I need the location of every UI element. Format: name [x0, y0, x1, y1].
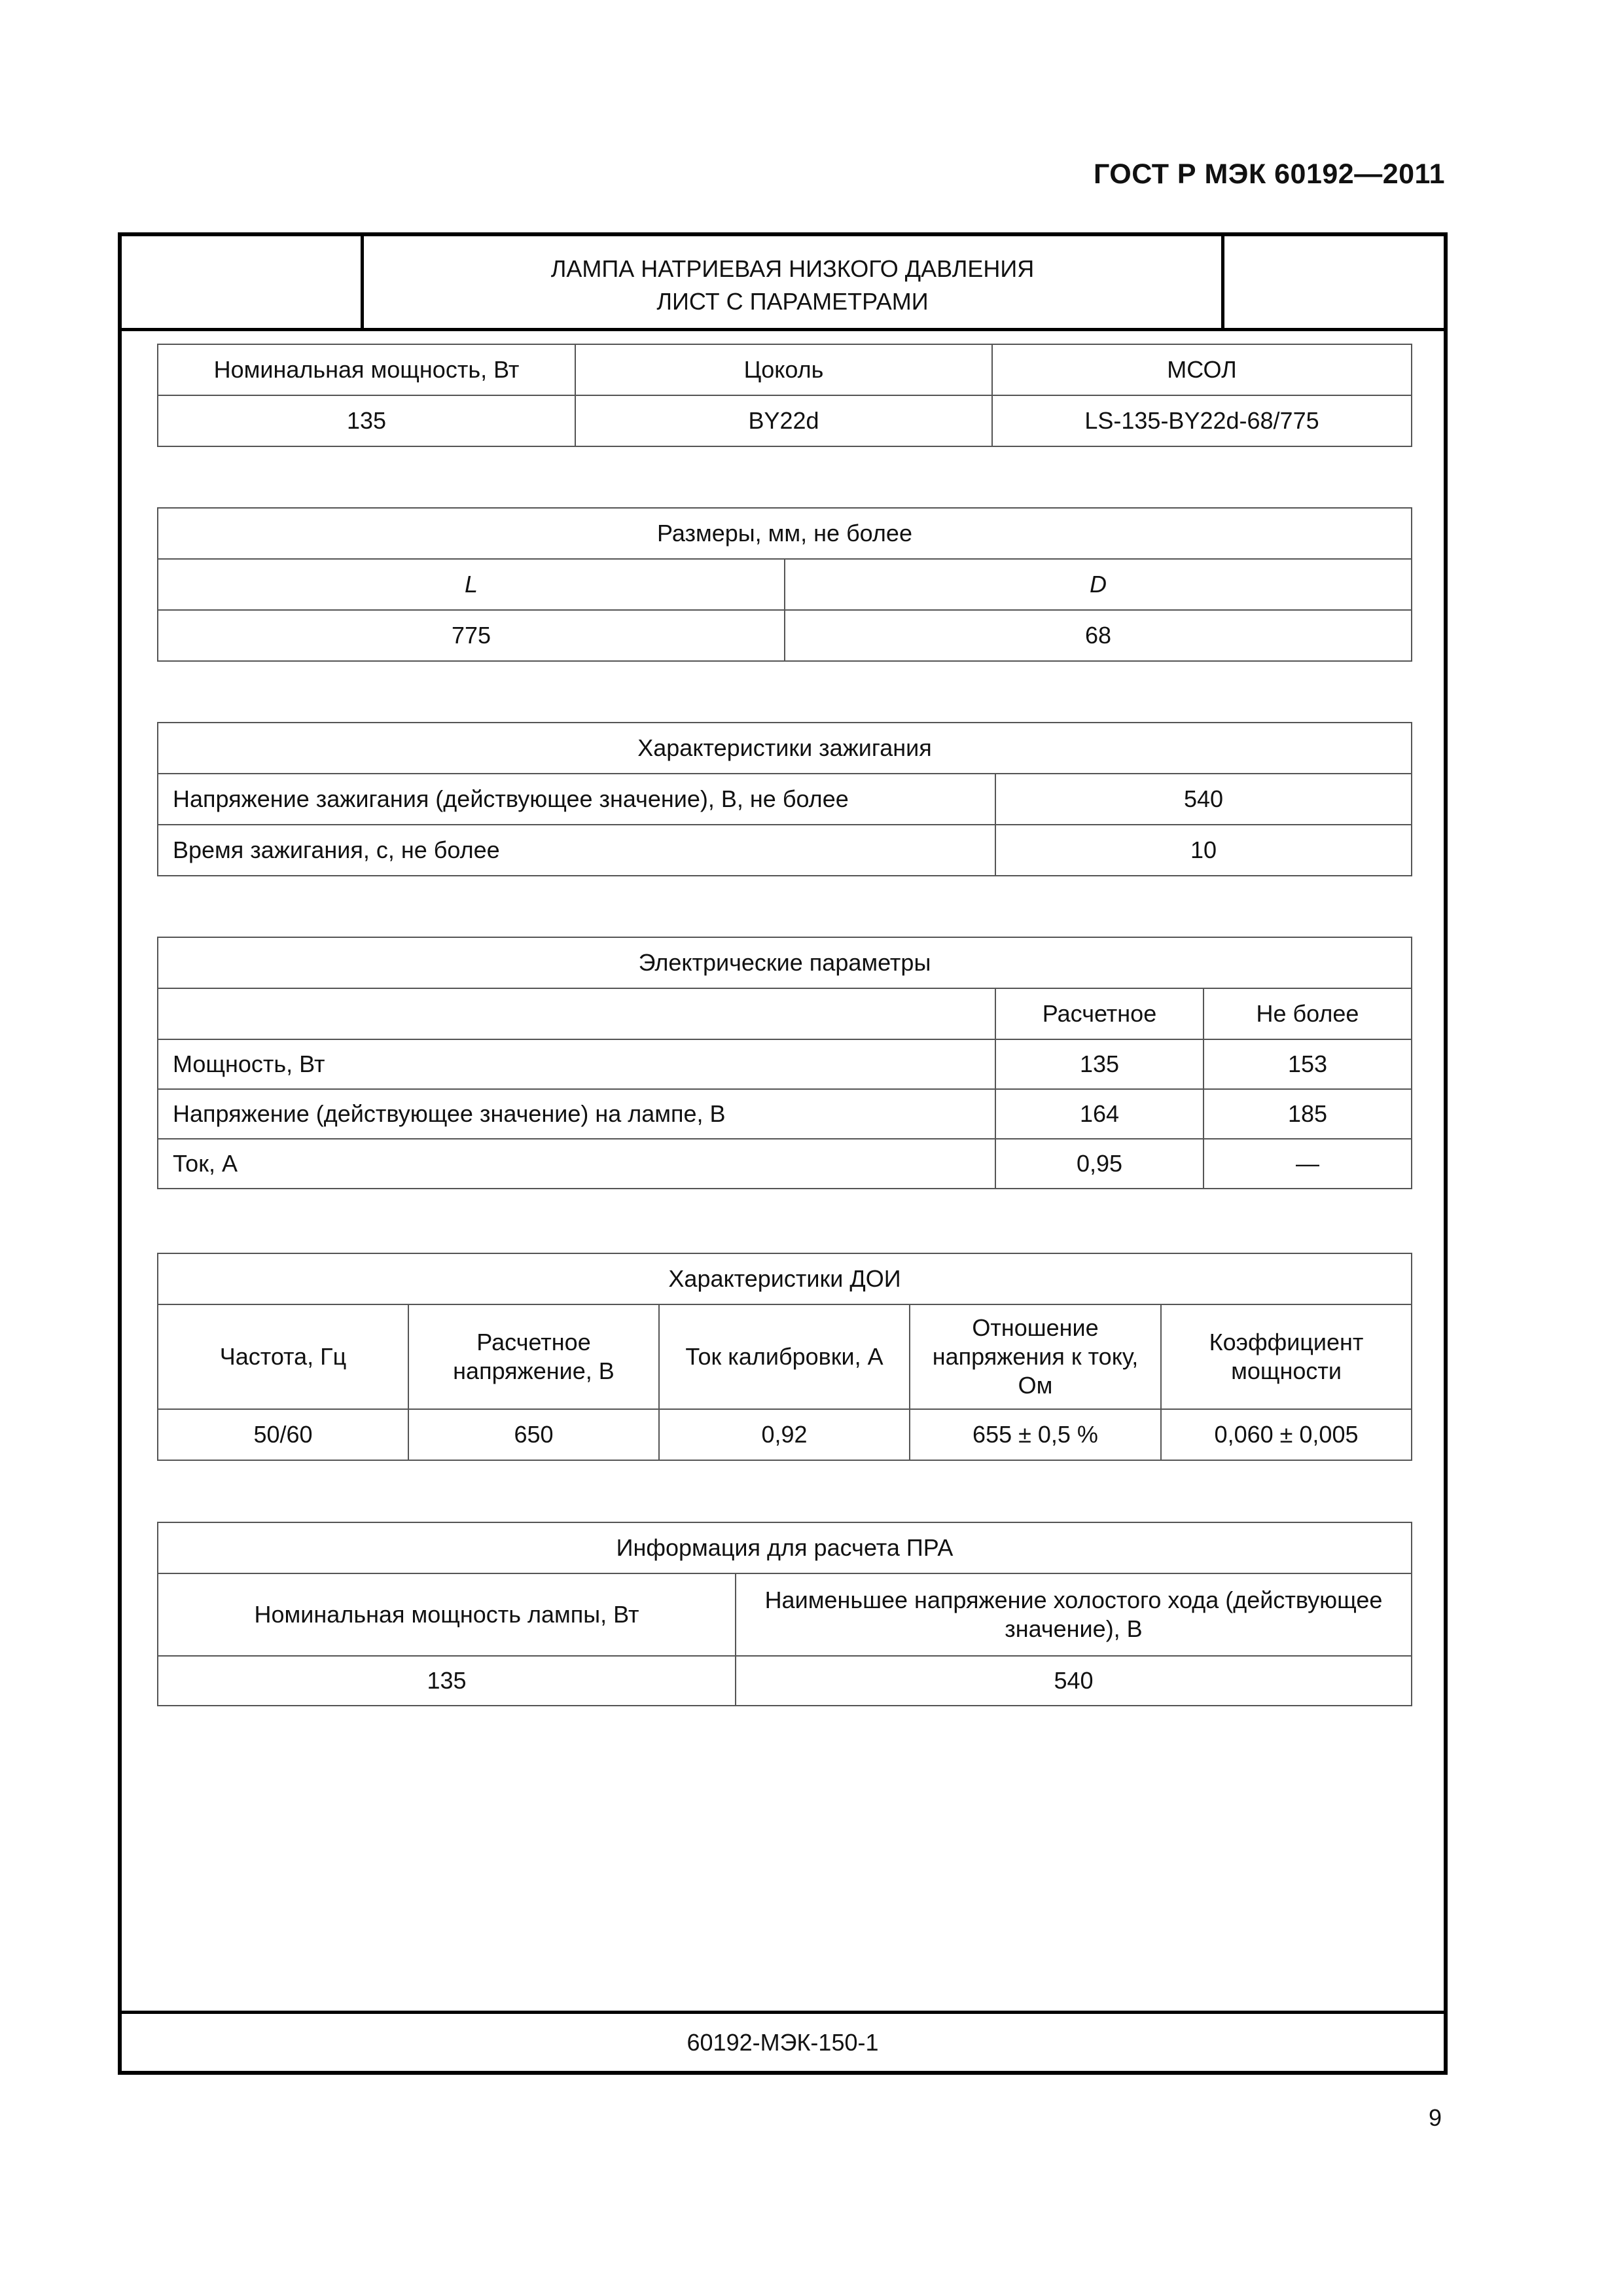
- table-cell: 540: [995, 774, 1412, 825]
- table-cell: 135: [158, 1656, 736, 1706]
- table-row: [158, 988, 1412, 1039]
- table-title: Размеры, мм, не более: [158, 508, 1412, 559]
- header-text: Наименьшее напряжение холостого хода (действующее: [764, 1587, 1383, 1613]
- table-header-cell: Расчетное: [995, 988, 1204, 1039]
- table-header-cell: D: [785, 559, 1412, 610]
- table-cell: Напряжение зажигания (действующее значение), В, не более: [158, 774, 995, 825]
- table-cell: 0,060 ± 0,005: [1161, 1409, 1412, 1460]
- header-text: Номинальная мощность лампы, Вт: [254, 1601, 639, 1628]
- sheet-title: [364, 236, 1221, 328]
- table-row: [158, 508, 1412, 559]
- header-text: Отношение: [972, 1314, 1099, 1341]
- table-title: Характеристики зажигания: [158, 723, 1412, 774]
- table-cell: 164: [995, 1089, 1204, 1139]
- table-header-cell: [1161, 1304, 1412, 1409]
- table-row: [158, 723, 1412, 774]
- table-header-cell: [910, 1304, 1161, 1409]
- header-text: Коэффициент: [1209, 1329, 1364, 1355]
- page-number: 9: [1429, 2104, 1442, 2131]
- table-cell: Напряжение (действующее значение) на лампе, В: [158, 1089, 995, 1139]
- title-block-left-cell: [122, 236, 364, 328]
- header-text: Расчетное: [476, 1329, 591, 1355]
- dimensions-table: [157, 507, 1412, 662]
- sheet-title-line-1: ЛАМПА НАТРИЕВАЯ НИЗКОГО ДАВЛЕНИЯ: [550, 255, 1035, 282]
- table-row: [158, 774, 1412, 825]
- table-header-cell: [158, 1304, 408, 1409]
- table-header-cell: МСОЛ: [992, 344, 1412, 395]
- table-row: [158, 1304, 1412, 1409]
- table-header-cell: Цоколь: [575, 344, 992, 395]
- table-cell: 185: [1204, 1089, 1412, 1139]
- table-cell: Мощность, Вт: [158, 1039, 995, 1089]
- table-cell: 540: [736, 1656, 1412, 1706]
- table-row: [158, 1089, 1412, 1139]
- table-header-cell: Не более: [1204, 988, 1412, 1039]
- title-block-right-cell: [1221, 236, 1444, 328]
- table-row: [158, 610, 1412, 661]
- table-header-cell: [408, 1304, 659, 1409]
- table-cell: 153: [1204, 1039, 1412, 1089]
- table-row: [158, 1573, 1412, 1656]
- sheet-code: 60192-МЭК-150-1: [122, 2011, 1444, 2071]
- header-text: Частота, Гц: [219, 1343, 347, 1370]
- table-cell: 135: [158, 395, 575, 446]
- table-title: Электрические параметры: [158, 937, 1412, 988]
- table-cell: 775: [158, 610, 785, 661]
- table-title: Информация для расчета ПРА: [158, 1522, 1412, 1573]
- table-row: [158, 825, 1412, 876]
- table-cell: BY22d: [575, 395, 992, 446]
- table-cell: —: [1204, 1139, 1412, 1189]
- electrical-parameters-table: [157, 937, 1412, 1189]
- table-cell: Ток, А: [158, 1139, 995, 1189]
- table-cell: 50/60: [158, 1409, 408, 1460]
- table-row: [158, 1522, 1412, 1573]
- table-cell: 0,95: [995, 1139, 1204, 1189]
- table-cell: 655 ± 0,5 %: [910, 1409, 1161, 1460]
- table-cell: LS-135-BY22d-68/775: [992, 395, 1412, 446]
- table-row: [158, 395, 1412, 446]
- header-text: значение), В: [1005, 1615, 1143, 1642]
- table-row: [158, 559, 1412, 610]
- lamp-identification-table: [157, 344, 1412, 447]
- table-cell: [158, 988, 995, 1039]
- header-text: мощности: [1231, 1357, 1342, 1384]
- header-text: Ом: [1018, 1372, 1053, 1399]
- table-row: [158, 1039, 1412, 1089]
- table-cell: 135: [995, 1039, 1204, 1089]
- table-row: [158, 344, 1412, 395]
- table-header-cell: [158, 1573, 736, 1656]
- header-text: Ток калибровки, А: [685, 1343, 883, 1370]
- table-row: [158, 1409, 1412, 1460]
- table-cell: 68: [785, 610, 1412, 661]
- table-header-cell: Номинальная мощность, Вт: [158, 344, 575, 395]
- table-cell: 650: [408, 1409, 659, 1460]
- sheet-title-line-2: ЛИСТ С ПАРАМЕТРАМИ: [656, 288, 929, 315]
- table-header-cell: [659, 1304, 910, 1409]
- table-row: [158, 937, 1412, 988]
- doi-characteristics-table: [157, 1253, 1412, 1461]
- document-code: ГОСТ Р МЭК 60192—2011: [1093, 158, 1445, 190]
- table-header-cell: [736, 1573, 1412, 1656]
- title-block: [122, 236, 1444, 331]
- ignition-characteristics-table: [157, 722, 1412, 876]
- table-row: [158, 1253, 1412, 1304]
- table-header-cell: L: [158, 559, 785, 610]
- ballast-calculation-table: [157, 1522, 1412, 1706]
- table-cell: Время зажигания, с, не более: [158, 825, 995, 876]
- header-text: напряжение, В: [453, 1357, 615, 1384]
- table-row: [158, 1656, 1412, 1706]
- table-row: [158, 1139, 1412, 1189]
- table-title: Характеристики ДОИ: [158, 1253, 1412, 1304]
- table-cell: 0,92: [659, 1409, 910, 1460]
- header-text: напряжения к току,: [932, 1343, 1139, 1370]
- table-cell: 10: [995, 825, 1412, 876]
